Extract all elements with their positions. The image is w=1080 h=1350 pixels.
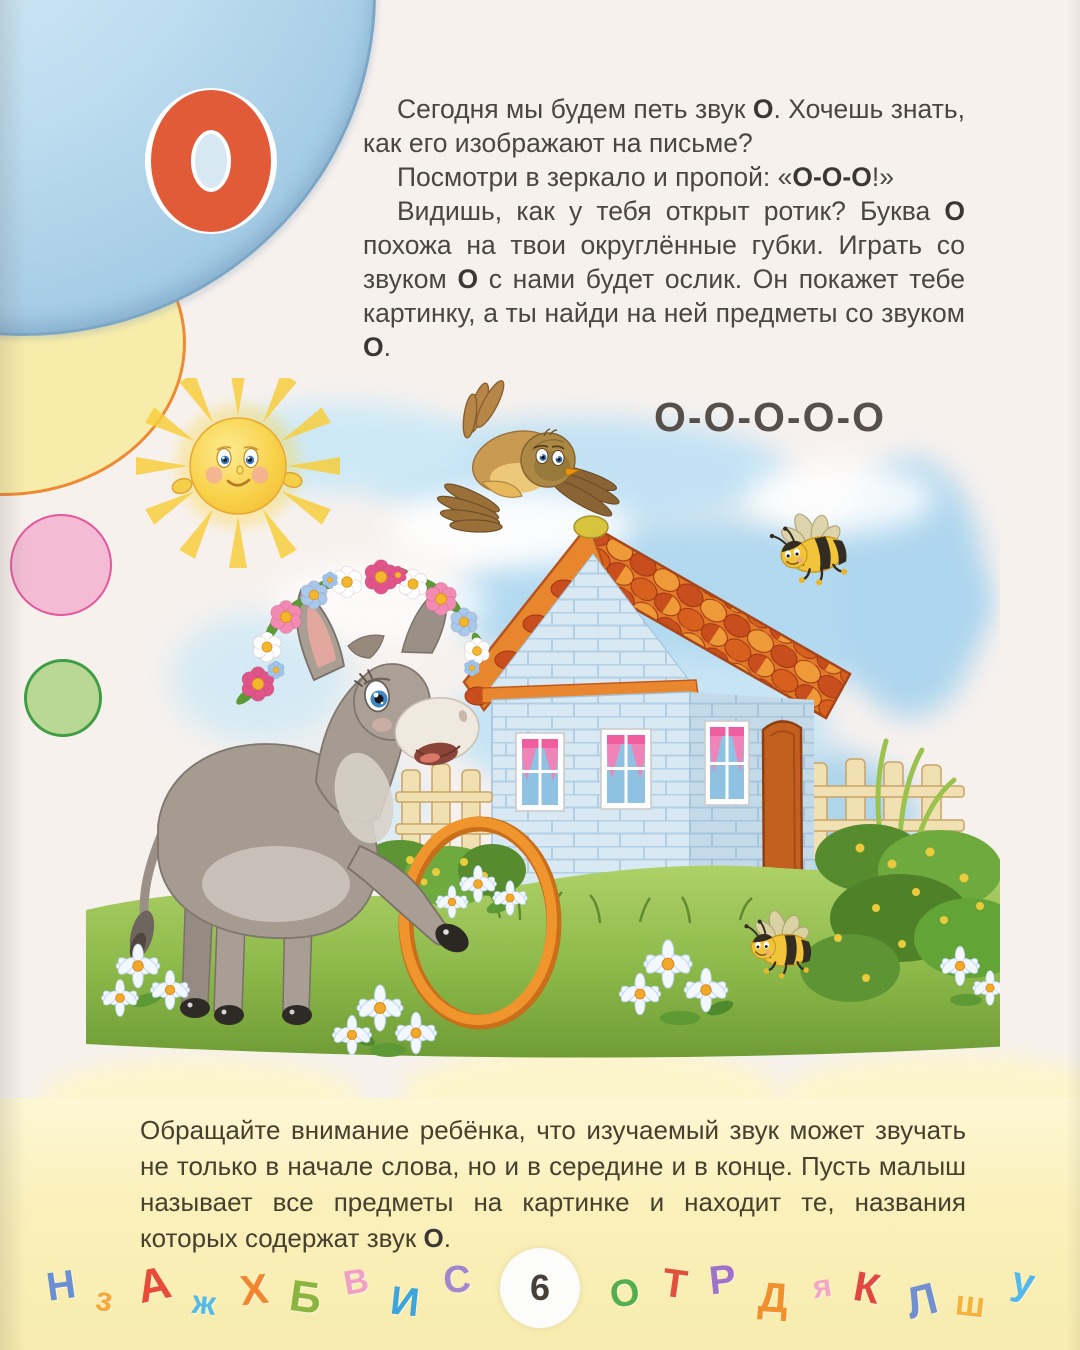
alphabet-letter-з: з (93, 1279, 117, 1320)
intro-paragraph-1: Сегодня мы будем петь звук О. Хочешь знать, как его изображают на письме? (363, 94, 965, 158)
alphabet-right-group (586, 1256, 1056, 1329)
alphabet-letter-ж: ж (190, 1282, 218, 1322)
alphabet-left-group (24, 1255, 494, 1326)
window-2 (601, 729, 651, 809)
alphabet-letter-С: С (441, 1258, 473, 1302)
page-number-circle (500, 1248, 580, 1328)
alphabet-letter-Б: Б (286, 1270, 325, 1324)
alphabet-letter-у: у (1007, 1258, 1039, 1306)
window-1 (516, 733, 564, 811)
intro-text-block (363, 92, 965, 364)
alphabet-letter-Л: Л (901, 1273, 943, 1329)
alphabet-letter-Х: Х (237, 1264, 271, 1315)
letter-o-badge (143, 86, 279, 236)
illustration-scene (80, 378, 1000, 1068)
parents-note: Обращайте внимание ребёнка, что изучаемый звук может звучать не только в начале слова, но и в середине и в конце. Пусть малыш называет все предметы на картинке и находит те, названия которых содержат звук О. (140, 1115, 966, 1253)
alphabet-letter-Т: Т (659, 1260, 690, 1308)
alphabet-strip (0, 1238, 1080, 1338)
alphabet-letter-К: К (850, 1262, 885, 1313)
alphabet-letter-И: И (388, 1278, 422, 1326)
alphabet-letter-Д: Д (757, 1272, 791, 1322)
alphabet-letter-Н: Н (43, 1262, 79, 1310)
intro-paragraph-2: Посмотри в зеркало и пропой: «О-О-О!» (397, 162, 894, 192)
alphabet-letter-я: я (809, 1266, 834, 1306)
alphabet-letter-О: О (606, 1270, 644, 1318)
alphabet-letter-А: А (132, 1255, 176, 1313)
page-number: 6 (529, 1267, 551, 1308)
alphabet-letter-ш: ш (953, 1281, 988, 1326)
alphabet-letter-Р: Р (706, 1256, 738, 1304)
intro-paragraph-3: Видишь, как у тебя открыт ротик? Буква О похожа на твои округлённые губки. Играть со звуком О с нами будет ослик. Он покажет тебе картинку, а ты найди на ней предметы со звуком О. (363, 196, 966, 362)
alphabet-letter-В: В (340, 1261, 372, 1303)
window-3 (705, 721, 749, 805)
sound-chant: О-О-О-О-О (653, 394, 887, 440)
